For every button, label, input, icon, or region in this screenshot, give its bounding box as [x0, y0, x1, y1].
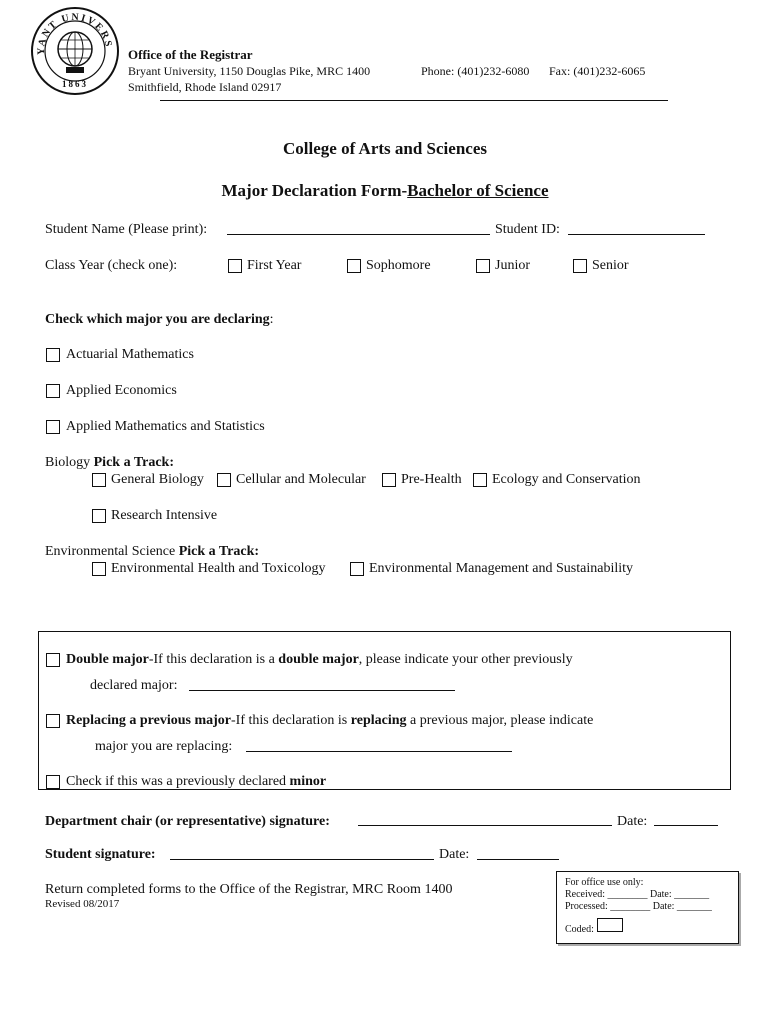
pre-health-checkbox[interactable]: [382, 473, 396, 487]
cellular-molecular-checkbox[interactable]: [217, 473, 231, 487]
dept-date-field[interactable]: [654, 825, 718, 826]
double-major-text: [66, 652, 573, 668]
header-rule: [160, 100, 668, 101]
first-year-label: First Year: [247, 258, 302, 273]
sophomore-checkbox[interactable]: [347, 259, 361, 273]
previous-minor-bold: minor: [289, 774, 327, 789]
replacing-major-text-1: -If this declaration is: [231, 713, 351, 728]
double-major-bold-2: double major: [278, 652, 359, 667]
replacing-major-checkbox[interactable]: [46, 714, 60, 728]
applied-math-stats-checkbox[interactable]: [46, 420, 60, 434]
pre-health-label: Pre-Health: [401, 472, 462, 487]
double-major-text-2: , please indicate your other previously: [358, 652, 573, 667]
form-title-prefix: Major Declaration Form-: [221, 181, 408, 200]
office-use-coded: Coded:: [565, 924, 594, 935]
office-use-processed: Processed: ________ Date: _______: [565, 901, 712, 912]
phone-number: Phone: (401)232-6080: [421, 64, 530, 78]
replacing-major-label: major you are replacing:: [95, 739, 233, 754]
senior-checkbox[interactable]: [573, 259, 587, 273]
student-id-field[interactable]: [568, 234, 705, 235]
office-use-title: For office use only:: [565, 877, 644, 888]
biology-text: Biology: [45, 455, 94, 470]
biology-label: [45, 455, 174, 471]
cellular-molecular-label: Cellular and Molecular: [236, 472, 366, 487]
replacing-major-bold: Replacing a previous major: [66, 713, 232, 728]
svg-text:1863: 1863: [62, 79, 88, 89]
fax-number: Fax: (401)232-6065: [549, 64, 646, 78]
ecology-conservation-checkbox[interactable]: [473, 473, 487, 487]
env-health-toxicology-checkbox[interactable]: [92, 562, 106, 576]
first-year-checkbox[interactable]: [228, 259, 242, 273]
svg-text:BRYANT UNIVERSITY: YANT UNIVERS: [35, 11, 114, 55]
environmental-pick-track: Pick a Track:: [178, 544, 260, 559]
address-line-2: Smithfield, Rhode Island 02917: [128, 80, 282, 94]
junior-checkbox[interactable]: [476, 259, 490, 273]
previous-minor-text: [66, 774, 326, 790]
declared-major-label: declared major:: [90, 678, 178, 693]
applied-economics-checkbox[interactable]: [46, 384, 60, 398]
dept-signature-field[interactable]: [358, 825, 612, 826]
student-name-field[interactable]: [227, 234, 490, 235]
applied-economics-label: Applied Economics: [66, 383, 177, 398]
form-title-degree: Bachelor of Science: [407, 181, 549, 200]
previous-minor-checkbox[interactable]: [46, 775, 60, 789]
research-intensive-checkbox[interactable]: [92, 509, 106, 523]
research-intensive-label: Research Intensive: [111, 508, 218, 523]
env-health-toxicology-label: Environmental Health and Toxicology: [111, 561, 326, 576]
senior-label: Senior: [592, 258, 629, 273]
environmental-text: Environmental Science: [45, 544, 179, 559]
environmental-science-label: [45, 544, 259, 560]
university-seal: [30, 6, 120, 96]
general-biology-checkbox[interactable]: [92, 473, 106, 487]
previous-minor-text-1: Check if this was a previously declared: [66, 774, 290, 789]
coded-field[interactable]: [597, 918, 623, 932]
double-major-text-1: -If this declaration is a: [148, 652, 279, 667]
seal-icon: [30, 6, 120, 96]
actuarial-math-label: Actuarial Mathematics: [66, 347, 194, 362]
address-line-1: Bryant University, 1150 Douglas Pike, MRC 1400: [128, 64, 371, 78]
major-heading-colon: :: [269, 312, 274, 327]
student-id-label: Student ID:: [495, 222, 560, 237]
env-management-sustainability-checkbox[interactable]: [350, 562, 364, 576]
student-date-field[interactable]: [477, 859, 559, 860]
office-title: Office of the Registrar: [128, 47, 253, 62]
replacing-major-text: [66, 713, 593, 729]
env-management-sustainability-label: Environmental Management and Sustainability: [369, 561, 633, 576]
class-year-label: Class Year (check one):: [45, 258, 178, 273]
major-heading: [45, 312, 274, 328]
dept-date-label: Date:: [617, 814, 648, 829]
ecology-conservation-label: Ecology and Conservation: [492, 472, 641, 487]
college-title: College of Arts and Sciences: [283, 139, 487, 158]
declared-major-field[interactable]: [189, 690, 455, 691]
junior-label: Junior: [495, 258, 530, 273]
replacing-major-text-2: a previous major, please indicate: [406, 713, 594, 728]
student-name-label: Student Name (Please print):: [45, 222, 208, 237]
double-major-checkbox[interactable]: [46, 653, 60, 667]
major-heading-text: Check which major you are declaring: [45, 312, 270, 327]
revised-date: Revised 08/2017: [45, 898, 120, 910]
office-use-received: Received: ________ Date: _______: [565, 889, 710, 900]
double-major-bold: Double major: [66, 652, 149, 667]
student-date-label: Date:: [439, 847, 470, 862]
actuarial-math-checkbox[interactable]: [46, 348, 60, 362]
general-biology-label: General Biology: [111, 472, 204, 487]
replacing-major-field[interactable]: [246, 751, 512, 752]
student-signature-field[interactable]: [170, 859, 434, 860]
form-title: [0, 181, 770, 201]
replacing-major-bold-2: replacing: [350, 713, 407, 728]
applied-math-stats-label: Applied Mathematics and Statistics: [66, 419, 265, 434]
biology-pick-track: Pick a Track:: [93, 455, 174, 470]
dept-signature-label: Department chair (or representative) signature:: [45, 814, 330, 829]
return-instructions: Return completed forms to the Office of the Registrar, MRC Room 1400: [45, 882, 453, 897]
student-signature-label: Student signature:: [45, 847, 156, 862]
sophomore-label: Sophomore: [366, 258, 431, 273]
